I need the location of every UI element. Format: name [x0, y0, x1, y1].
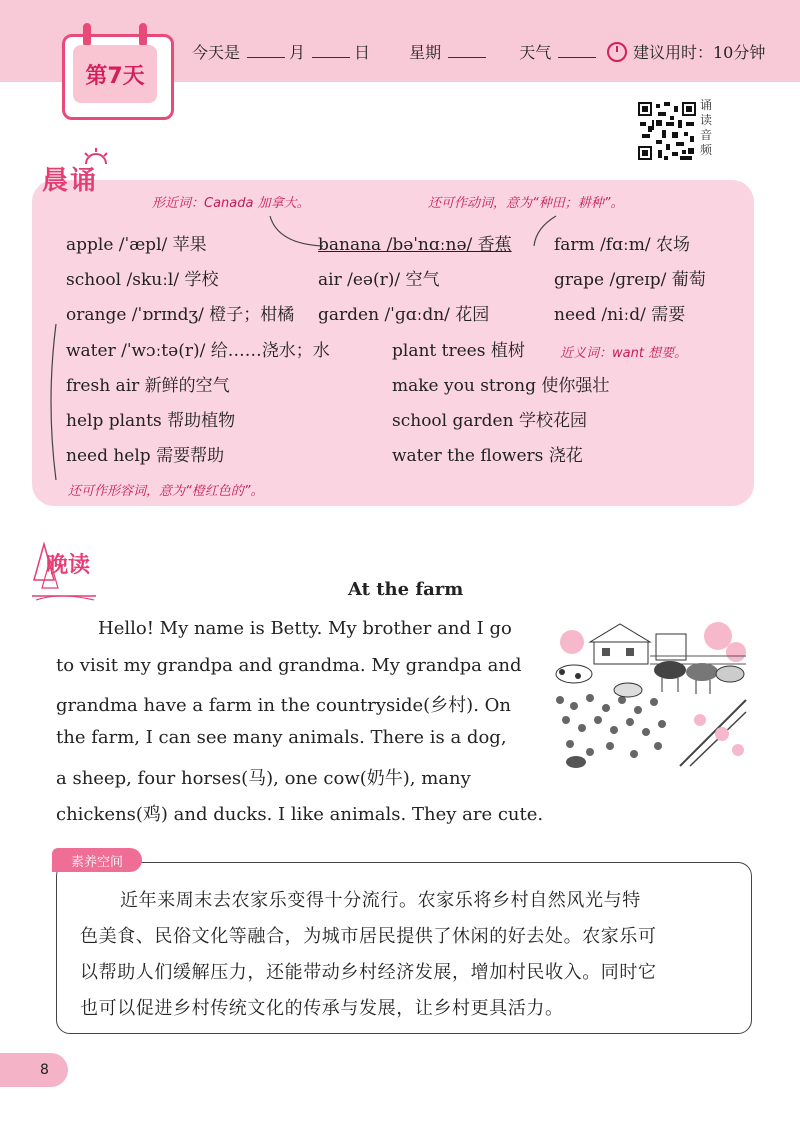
annotation-orange: 还可作形容词，意为“橙红色的”。 — [68, 484, 264, 499]
story-line: Hello! My name is Betty. My brother and I go — [98, 618, 512, 639]
literacy-line: 以帮助人们缓解压力，还能带动乡村经济发展，增加村民收入。同时它 — [80, 962, 657, 983]
vocab-item: school /skuːl/ 学校 — [66, 270, 219, 290]
story-line: the farm, I can see many animals. There is a dog, — [56, 727, 507, 748]
story-line: chickens(鸡) and ducks. I like animals. They are cute. — [56, 804, 544, 825]
literacy-line: 近年来周末去农家乐变得十分流行。农家乐将乡村自然风光与特 — [120, 890, 641, 911]
vocab-item: water the flowers 浇花 — [392, 446, 583, 466]
time-hint — [607, 40, 765, 63]
farm-illustration — [550, 616, 748, 772]
qr-code-icon[interactable] — [636, 100, 698, 162]
story-line: grandma have a farm in the countryside(乡村). On — [56, 695, 511, 716]
literacy-line: 也可以促进乡村传统文化的传承与发展，让乡村更具活力。 — [80, 998, 564, 1019]
weather-label: 天气 — [519, 43, 552, 62]
vocab-item: make you strong 使你强壮 — [392, 376, 610, 396]
weekday-blank[interactable] — [448, 45, 486, 58]
month-label: 月 — [289, 43, 306, 62]
page-number: 8 — [40, 1062, 49, 1078]
vocab-item: water /ˈwɔːtə(r)/ 给……浇水；水 — [66, 341, 330, 361]
day-blank[interactable] — [312, 45, 350, 58]
story-line: a sheep, four horses(马), one cow(奶牛), many — [56, 768, 471, 789]
weather-blank[interactable] — [558, 45, 596, 58]
literacy-tag: 素养空间 — [52, 848, 142, 872]
clock-icon — [607, 42, 627, 62]
story-line: to visit my grandpa and grandma. My grandpa and — [56, 655, 522, 676]
vocab-item: plant trees 植树 — [392, 341, 525, 361]
vocab-item: farm /fɑːm/ 农场 — [554, 235, 690, 255]
vocab-item: school garden 学校花园 — [392, 411, 587, 431]
vocab-item: help plants 帮助植物 — [66, 411, 236, 431]
vocab-item: grape /ɡreɪp/ 葡萄 — [554, 270, 706, 290]
annotation-banana: 形近词：Canada 加拿大。 — [152, 196, 310, 211]
vocab-item: air /eə(r)/ 空气 — [318, 270, 440, 290]
calendar-ring-icon — [83, 23, 91, 47]
annotation-farm: 还可作动词，意为“种田；耕种”。 — [428, 196, 624, 211]
month-blank[interactable] — [247, 45, 285, 58]
date-prefix: 今天是 — [192, 43, 241, 62]
annotation-bracket-icon — [44, 322, 60, 482]
weekday-label: 星期 — [409, 43, 442, 62]
annotation-need: 近义词：want 想要。 — [560, 346, 688, 361]
vocab-item: fresh air 新鲜的空气 — [66, 376, 230, 396]
vocab-item: need /niːd/ 需要 — [554, 305, 686, 325]
literacy-line: 色美食、民俗文化等融合，为城市居民提供了休闲的好去处。农家乐可 — [80, 926, 657, 947]
date-weather-fields — [192, 40, 600, 63]
vocab-item: orange /ˈɒrɪndʒ/ 橙子；柑橘 — [66, 305, 295, 325]
story-title: At the farm — [348, 579, 464, 600]
page-number-tab — [0, 1053, 68, 1087]
morning-title: 晨诵 — [42, 166, 99, 196]
day-badge — [62, 34, 174, 120]
qr-label: 诵读音频 — [700, 98, 713, 157]
day-unit: 日 — [354, 43, 371, 62]
evening-title: 晚读 — [46, 553, 91, 578]
vocab-item: banana /bəˈnɑːnə/ 香蕉 — [318, 235, 512, 255]
day-label: 第7天 — [73, 45, 157, 103]
vocab-item: apple /ˈæpl/ 苹果 — [66, 235, 207, 255]
calendar-ring-icon — [139, 23, 147, 47]
time-hint-text: 建议用时：10分钟 — [633, 43, 766, 62]
vocab-item: garden /ˈɡɑːdn/ 花园 — [318, 305, 490, 325]
vocab-item: need help 需要帮助 — [66, 446, 225, 466]
